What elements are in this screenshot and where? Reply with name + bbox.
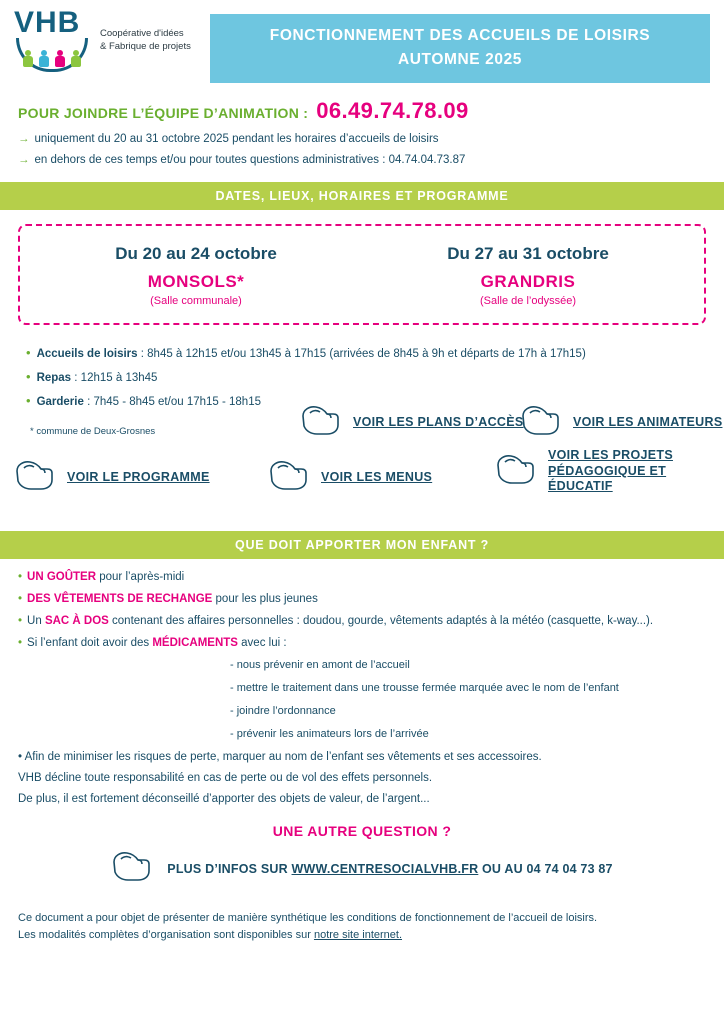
period-item <box>362 244 694 307</box>
logo-wordmark: VHB <box>14 6 81 39</box>
more-info-suffix: OU AU 04 74 04 73 87 <box>478 861 613 876</box>
bullet-icon: • <box>18 571 23 583</box>
contact-label: POUR JOINDRE L’ÉQUIPE D’ANIMATION : <box>18 105 309 121</box>
list-item <box>26 369 724 384</box>
responsibility-line-2: VHB décline toute responsabilité en cas de perte ou de vol des effets personnels. <box>18 772 433 784</box>
schedule-label: Repas <box>36 372 72 384</box>
closing-line-2 <box>18 927 706 944</box>
contact-phone: 06.49.74.78.09 <box>316 98 469 123</box>
logo-tagline-line2: & Fabrique de projets <box>100 41 191 52</box>
periods-box <box>18 224 706 325</box>
schedule-label: Accueils de loisirs <box>36 348 138 360</box>
bullet-icon: • <box>26 369 31 384</box>
schedule-value: : 7h45 - 8h45 et/ou 17h15 - 18h15 <box>83 396 261 408</box>
contact-note-2 <box>18 154 724 166</box>
list-item <box>18 615 724 627</box>
closing-note <box>18 910 706 944</box>
link-label-line1: VOIR LES PROJETS <box>548 448 673 462</box>
logo-tagline-line1: Coopérative d'idées <box>100 28 184 40</box>
section-band-bring: QUE DOIT APPORTER MON ENFANT ? <box>0 531 724 559</box>
contact-note-1 <box>18 133 724 145</box>
schedule-list <box>26 345 724 408</box>
link-programme[interactable] <box>14 458 210 497</box>
bullet-icon: • <box>26 345 31 360</box>
list-item <box>18 637 724 649</box>
bullet-icon: • <box>18 615 23 627</box>
pointing-hand-icon <box>268 458 314 497</box>
logo-figures-icon <box>20 46 84 68</box>
bring-item-keyword: SAC À DOS <box>44 615 109 627</box>
arrow-right-icon: → <box>18 133 30 145</box>
sub-list-item: - nous prévenir en amont de l’accueil <box>230 659 410 671</box>
bring-item-keyword: MÉDICAMENTS <box>152 637 238 649</box>
bullet-icon: • <box>18 593 23 605</box>
footnote: * commune de Deux-Grosnes <box>30 426 156 437</box>
link-animateurs[interactable] <box>520 403 722 442</box>
link-label-line2: PÉDAGOGIQUE ET ÉDUCATIF <box>548 463 667 494</box>
link-label: VOIR LE PROGRAMME <box>67 469 210 484</box>
bring-item-text: contenant des affaires personnelles : doudou, gourde, vêtements adaptés à la météo (casquette, k-way...). <box>108 615 654 627</box>
contact-note-2-text: en dehors de ces temps et/ou pour toutes questions administratives : 04.74.04.73.87 <box>34 154 466 166</box>
bring-item-keyword: UN GOÛTER <box>27 571 97 583</box>
period-place: MONSOLS* <box>147 272 245 291</box>
logo-tagline <box>100 28 191 54</box>
page-header <box>0 0 724 92</box>
site-internet-link[interactable]: notre site internet. <box>313 929 403 942</box>
question-title: UNE AUTRE QUESTION ? <box>272 823 452 839</box>
pointing-hand-icon <box>111 849 157 888</box>
schedule-value: : 12h15 à 13h45 <box>71 372 158 384</box>
schedule-value: : 8h45 à 12h15 et/ou 13h45 à 17h15 (arrivées de 8h45 à 9h et départs de 17h à 17h15) <box>137 348 586 360</box>
closing-line-1: Ce document a pour objet de présenter de manière synthétique les conditions de fonctionnement de l’accueil de loisirs. <box>18 912 598 924</box>
bring-item-keyword: DES VÊTEMENTS DE RECHANGE <box>27 593 213 605</box>
period-place: GRANDRIS <box>480 272 576 291</box>
sub-list-item: - prévenir les animateurs lors de l’arrivée <box>230 728 429 740</box>
bring-list <box>18 571 724 649</box>
bring-item-text: avec lui : <box>237 637 287 649</box>
links-area <box>0 403 724 515</box>
pointing-hand-icon <box>520 403 566 442</box>
bullet-icon: • <box>18 637 23 649</box>
contact-note-1-text: uniquement du 20 au 31 octobre 2025 pendant les horaires d’accueils de loisirs <box>34 133 439 145</box>
period-dates: Du 20 au 24 octobre <box>115 244 277 263</box>
page-title <box>210 14 710 83</box>
more-info-text <box>167 862 612 876</box>
bring-item-prefix: Si l’enfant doit avoir des <box>27 637 153 649</box>
vhb-logo-icon <box>14 8 90 74</box>
question-row <box>0 849 724 888</box>
page-title-line1: FONCTIONNEMENT DES ACCUEILS DE LOISIRS <box>269 27 651 44</box>
bullet-icon: • <box>26 393 31 408</box>
period-venue: (Salle communale) <box>150 295 242 307</box>
bring-item-text: pour l’après-midi <box>96 571 185 583</box>
link-projets-pedagogique[interactable] <box>495 448 724 495</box>
more-info-prefix: PLUS D’INFOS SUR <box>167 861 292 876</box>
sub-list-item: - mettre le traitement dans une trousse fermée marquée avec le nom de l’enfant <box>230 682 619 694</box>
section-band-dates: DATES, LIEUX, HORAIRES ET PROGRAMME <box>0 182 724 210</box>
page-title-line2: AUTOMNE 2025 <box>397 51 523 68</box>
list-item <box>26 345 724 360</box>
pointing-hand-icon <box>300 403 346 442</box>
bring-item-text: pour les plus jeunes <box>212 593 318 605</box>
bring-item-prefix: Un <box>27 615 45 627</box>
logo <box>0 0 210 74</box>
list-item <box>18 571 724 583</box>
list-item <box>18 593 724 605</box>
contact-section <box>0 92 724 166</box>
link-label: VOIR LES MENUS <box>321 469 433 484</box>
period-venue: (Salle de l’odyssée) <box>480 295 576 307</box>
medication-sub-list <box>230 659 724 740</box>
sub-list-item: - joindre l’ordonnance <box>230 705 336 717</box>
pointing-hand-icon <box>495 452 541 491</box>
responsibility-line-3: De plus, il est fortement déconseillé d’apporter des objets de valeur, de l’argent... <box>18 793 430 805</box>
link-plans-acces[interactable] <box>300 403 524 442</box>
schedule-label: Garderie <box>36 396 84 408</box>
link-menus[interactable] <box>268 458 432 497</box>
responsibility-line-1: • Afin de minimiser les risques de perte, marquer au nom de l’enfant ses vêtements et ses accessoires. <box>18 751 542 763</box>
pointing-hand-icon <box>14 458 60 497</box>
website-link[interactable]: WWW.CENTRESOCIALVHB.FR <box>291 861 479 876</box>
link-label: VOIR LES ANIMATEURS <box>573 414 723 429</box>
question-section <box>0 823 724 888</box>
period-item <box>30 244 362 307</box>
period-dates: Du 27 au 31 octobre <box>447 244 609 263</box>
link-label: VOIR LES PLANS D’ACCÈS <box>353 414 524 429</box>
arrow-right-icon: → <box>18 154 30 166</box>
closing-line-2-text: Les modalités complètes d’organisation sont disponibles sur <box>18 929 314 942</box>
